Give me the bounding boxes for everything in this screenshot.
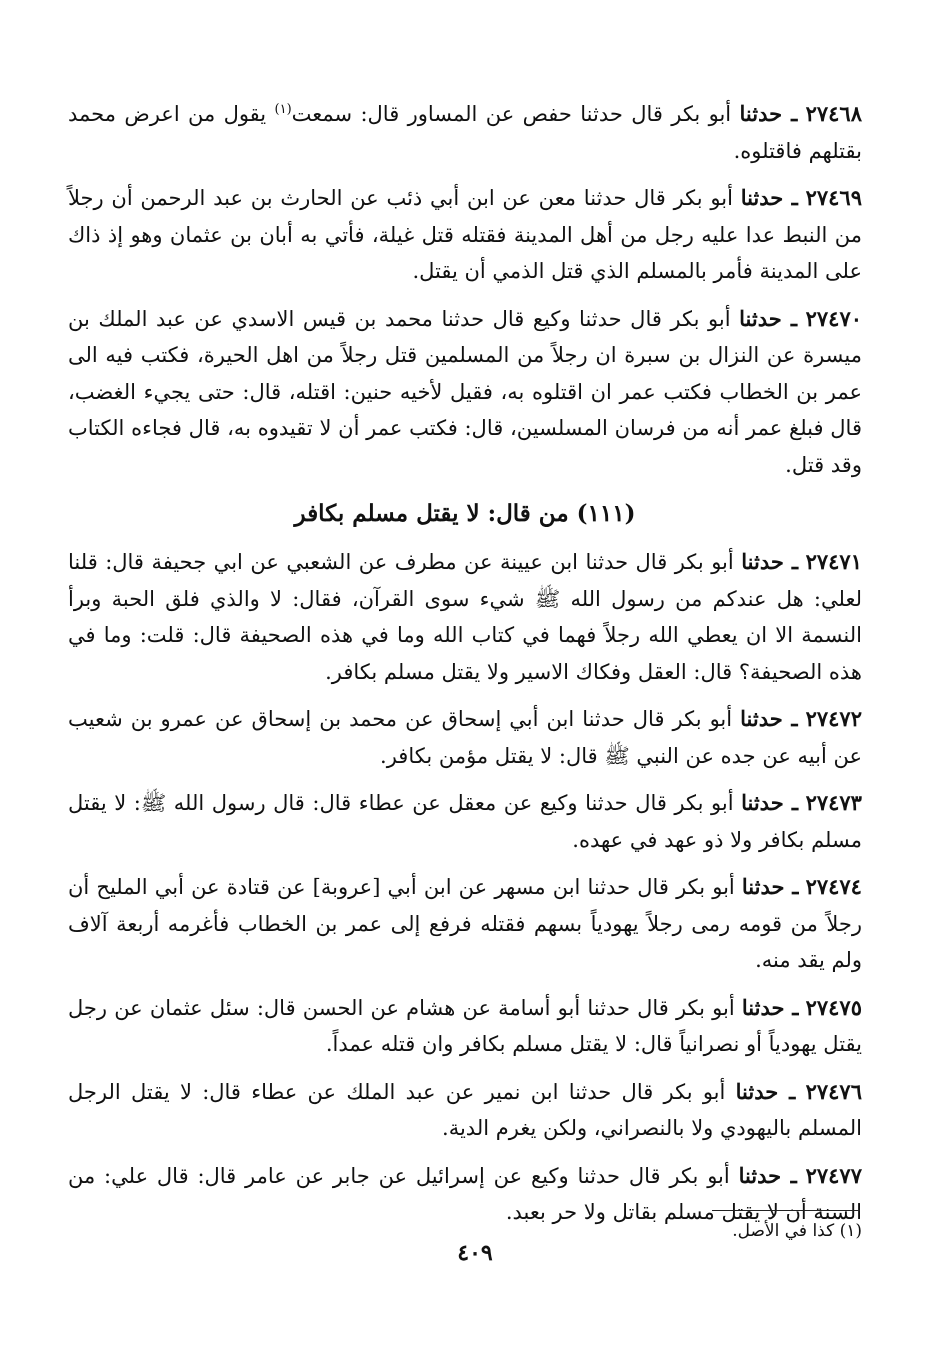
hadith-text: أبو بكر قال حدثنا أبو أسامة عن هشام عن الحسن قال: سئل عثمان عن رجل يقتل يهودياً أو نصرانياً قال: لا يقتل مسلم بكافر وان قتله عمداً.	[68, 995, 862, 1056]
footnote: (١) كذا في الأصل.	[732, 1221, 862, 1241]
hadith-number: ٢٧٤٦٨	[805, 101, 862, 126]
hadith-text: أبو بكر قال حدثنا ابن أبي إسحاق عن محمد بن إسحاق عن عمرو بن شعيب عن أبيه عن جده عن النبي ﷺ قال: لا يقتل مؤمن بكافر.	[68, 707, 862, 768]
hadith-lead: ـ حدثنا	[741, 874, 799, 899]
hadith-text: أبو بكر قال حدثنا وكيع عن إسرائيل عن جابر عن عامر قال: قال علي: من السنة أن لا يقتل مسلم بقاتل ولا حر بعبد.	[68, 1163, 862, 1224]
hadith-number: ٢٧٤٦٩	[805, 185, 862, 210]
hadith-number: ٢٧٤٧٧	[805, 1162, 862, 1188]
hadith-text-continued: يقول من اعرض محمد بقتلهم فاقتلوه.	[68, 102, 862, 163]
footnote-reference: (١)	[274, 102, 292, 117]
footnote-divider	[712, 1210, 860, 1211]
hadith-lead: ـ حدثنا	[739, 305, 798, 331]
hadith-entry	[68, 869, 862, 979]
hadith-entry	[68, 785, 862, 858]
hadith-text: أبو بكر قال حدثنا وكيع قال حدثنا محمد بن قيس الاسدي عن عبد الملك بن ميسرة عن النزال بن سبرة ان رجلاً من المسلمين قتل رجلاً من اهل الحيرة، فكتب فيه الى عمر بن الخطاب فكتب عمر ان اقتلوه به، فقيل لأخيه حنين: اقتله، قال: حتى يجيء الغضب، قال فبلغ عمر أنه من فرسان المسلسين، قال: فكتب عمر أن لا تقيدوه به، قال فجاءه الكتاب وقد قتل.	[68, 306, 862, 477]
hadith-text: أبو بكر قال حدثنا حفص عن المساور قال: سمعت	[291, 102, 732, 126]
hadith-number: ٢٧٤٧١	[805, 549, 862, 574]
hadith-lead: ـ حدثنا	[735, 1078, 796, 1104]
hadith-lead: ـ حدثنا	[741, 994, 799, 1020]
hadith-entry	[68, 96, 862, 169]
hadith-lead: ـ حدثنا	[741, 549, 799, 574]
hadith-text: أبو بكر قال حدثنا ابن مسهر عن ابن أبي [عروبة] عن قتادة عن أبي المليح أن رجلاً من قومه رمى رجلاً يهودياً بسهم فقتله فرفع إلى عمر بن الخطاب فأغرمه أربعة آلاف ولم يقد منه.	[68, 875, 862, 972]
hadith-lead: ـ حدثنا	[739, 101, 798, 126]
hadith-entry	[68, 301, 862, 484]
chapter-heading: (١١١) من قال: لا يقتل مسلم بكافر	[294, 500, 636, 527]
hadith-number: ٢٧٤٧٦	[805, 1078, 862, 1104]
hadith-lead: ـ حدثنا	[741, 790, 799, 815]
hadith-entry	[68, 990, 862, 1063]
hadith-text: أبو بكر قال حدثنا ابن عيينة عن مطرف عن الشعبي عن ابي جحيفة قال: قلنا لعلي: هل عندكم من رسول الله ﷺ شيء سوى القرآن، فقال: لا والذي فلق الحبة وبرأ النسمة الا ان يعطي الله رجلاً فهما في كتاب الله وما في هذه الصحيفة قال: قلت: وما في هذه الصحيفة؟ قال: العقل وفكاك الاسير ولا يقتل مسلم بكافر.	[68, 550, 862, 684]
hadith-entry	[68, 1074, 862, 1147]
page-number: ٤٠٩	[457, 1240, 493, 1266]
page-body	[68, 96, 862, 1242]
hadith-text: أبو بكر قال حدثنا ابن نمير عن عبد الملك عن عطاء قال: لا يقتل الرجل المسلم باليهودي ولا بالنصراني، ولكن يغرم الدية.	[68, 1079, 862, 1140]
hadith-lead: ـ حدثنا	[740, 185, 798, 210]
hadith-entry	[68, 544, 862, 690]
hadith-entry	[68, 180, 862, 290]
hadith-number: ٢٧٤٧٣	[805, 790, 862, 815]
hadith-number: ٢٧٤٧٠	[805, 305, 863, 331]
hadith-number: ٢٧٤٧٥	[805, 994, 862, 1020]
hadith-text: أبو بكر قال حدثنا معن عن ابن أبي ذئب عن الحارث بن عبد الرحمن أن رجلاً من النبط عدا عليه رجل من أهل المدينة فقتله قتل غيلة، فأتي به أبان بن عثمان وهو إذ ذاك على المدينة فأمر بالمسلم الذي قتل الذمي أن يقتل.	[68, 186, 862, 283]
hadith-number: ٢٧٤٧٢	[805, 706, 862, 731]
hadith-number: ٢٧٤٧٤	[805, 874, 862, 899]
hadith-text: أبو بكر قال حدثنا وكيع عن معقل عن عطاء قال: قال رسول الله ﷺ: لا يقتل مسلم بكافر ولا ذو عهد في عهده.	[68, 791, 862, 852]
hadith-lead: ـ حدثنا	[738, 1162, 797, 1188]
hadith-lead: ـ حدثنا	[740, 706, 798, 731]
hadith-entry	[68, 701, 862, 774]
